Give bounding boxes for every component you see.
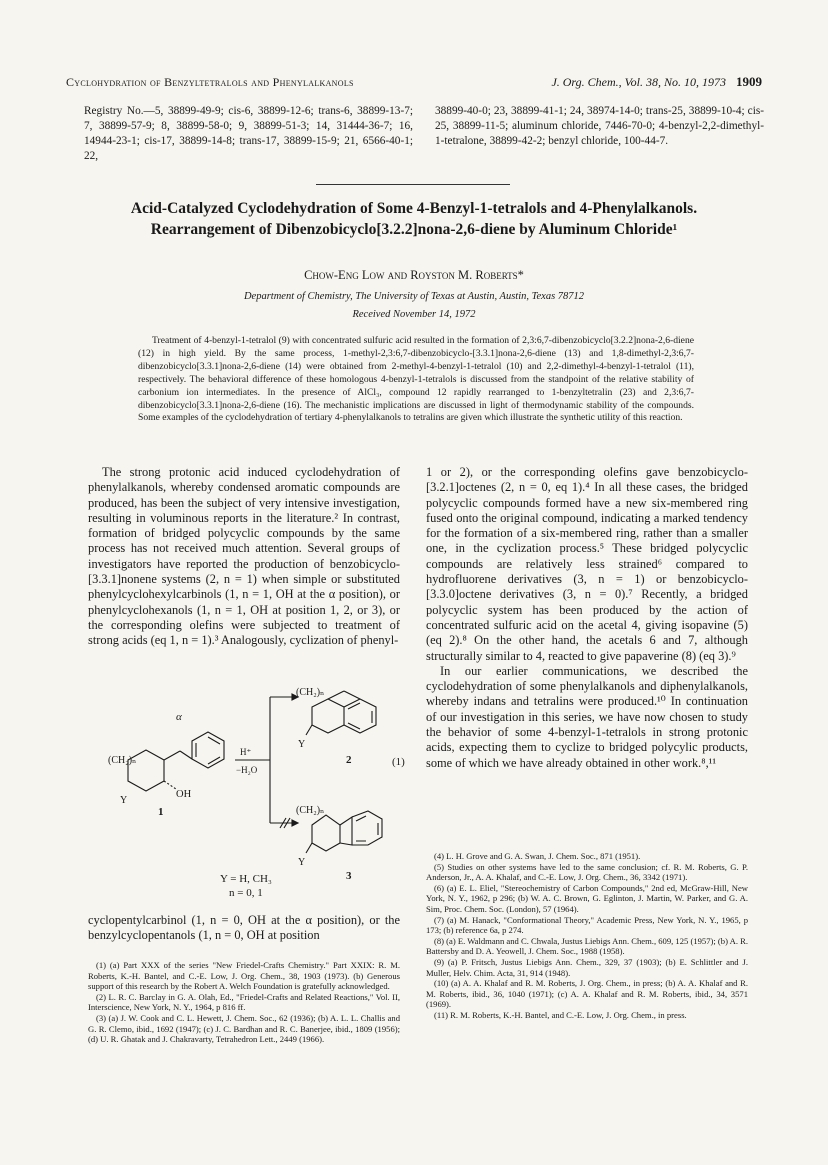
journal-citation: J. Org. Chem., Vol. 38, No. 10, 1973 bbox=[551, 75, 726, 89]
footnote: (8) (a) E. Waldmann and C. Chwala, Justus Liebigs Ann. Chem., 609, 125 (1957); (b) A. R. Battersby and D. A. Yeowell, J. Chem. Soc., 1988 (1958). bbox=[426, 935, 748, 957]
equation-number: (1) bbox=[392, 756, 405, 768]
received-date: Received November 14, 1972 bbox=[352, 309, 476, 320]
author-affiliation: Department of Chemistry, The University of Texas at Austin, Austin, Texas 78712 bbox=[243, 291, 585, 302]
footnote: (2) L. R. C. Barclay in G. A. Olah, Ed., "Friedel-Crafts and Related Reactions," Vol. II, Interscience, New York, N. Y., 1964, p 816 ff. bbox=[88, 991, 400, 1013]
y-label-3: Y bbox=[298, 857, 306, 868]
footnote: (9) (a) P. Fritsch, Justus Liebigs Ann. Chem., 329, 37 (1903); (b) E. Schlittler and J. Muller, Helv. Chim. Acta, 31, 914 (1948). bbox=[426, 956, 748, 978]
section-divider bbox=[316, 184, 510, 185]
footnote: (7) (a) M. Hanack, "Conformational Theory," Academic Press, New York, N. Y., 1965, p 173; (b) reference 6a, p 274. bbox=[426, 914, 748, 936]
page-number: 1909 bbox=[736, 74, 762, 89]
footnotes-left bbox=[88, 960, 400, 1045]
registry-col-1: Registry No.—5, 38899-49-9; cis-6, 38899-12-6; trans-6, 38899-13-7; 7, 38899-57-9; 8, 38899-58-0; 9, 38899-51-3; 14, 31444-36-7; 16, 14944-23-1; cis-17, 38899-14-8; trans-17, 38899-15-9; 21, 6566-40-1; 22, bbox=[84, 105, 413, 162]
compound-3-label: 3 bbox=[346, 870, 352, 882]
intro-column-right bbox=[426, 465, 748, 771]
scheme-drawing bbox=[100, 685, 420, 900]
registry-numbers bbox=[84, 104, 764, 164]
n-values: n = 0, 1 bbox=[229, 887, 263, 899]
compound-2-label: 2 bbox=[346, 754, 352, 766]
oh-label: OH bbox=[176, 789, 192, 800]
y-label-2: Y bbox=[298, 739, 306, 750]
abstract: Treatment of 4-benzyl-1-tetralol (9) with concentrated sulfuric acid resulted in the formation of 2,3:6,7-dibenzobicyclo[3.2.2]nona-2,6-diene (12) in high yield. By the same process, 1-methyl-2,3:6,7-dibenzobicyclo-[3.3.1]nona-2,6-diene (13) and 1,8-dimethyl-2,3:6,7-dibenzobicyclo[3.3.1]nona-2,6-diene (14) were obtained from 2-methyl-4-benzyl-1-tetralol (10) and 2,2-dimethyl-4-benzyl-1-tetralol (11), respectively. The behavioral difference of these homologous 4-benzyl-1-tetralols is discussed from the standpoint of the relative stability of carbonium ion intermediates. In the presence of AlCl₃, compound 12 rapidly rearranged to 1-benzyltetralin (23) and 2,3:6,7-dibenzobicyclo[3.3.1]nona-2,6-diene (16). The mechanistic implications are discussed in light of thermodynamic stability of the compounds. Some examples of the cyclodehydration of tertiary 4-phenylalkanols to tetralins are given which illustrate the synthetic utility of this reaction. bbox=[138, 335, 694, 424]
article-authors: Chow-Eng Low and Royston M. Roberts* bbox=[304, 268, 524, 282]
alpha-label: α bbox=[176, 711, 182, 723]
footnote: (4) L. H. Grove and G. A. Swan, J. Chem. Soc., 871 (1951). bbox=[434, 851, 641, 861]
footnote: (6) (a) E. L. Eliel, "Stereochemistry of Carbon Compounds," 2nd ed, McGraw-Hill, New York, N. Y., 1962, p 296; (b) W. A. C. Brown, G. Eglinton, J. Martin, W. Parker, and G. A. Sim, Proc. Chem. Soc. (London), 57 (1964). bbox=[426, 882, 748, 914]
intro-paragraph-right-2: In our earlier communications, we described the cyclodehydration of some phenylalkanols and diphenylalkanols, whereby indans and tetralins were produced.¹⁰ In continuation of our investigation in this series, we have now chosen to study the behavior of some 4-benzyl-1-tetralols in strong protonic acids, expecting them to cyclize to bridged polycylic products, some of which we have already obtained in other work.⁸,¹¹ bbox=[426, 663, 748, 770]
footnotes-right bbox=[426, 851, 748, 1021]
intro-paragraph-left: The strong protonic acid induced cyclodehydration of phenylalkanols, whereby condensed aromatic compounds are produced, has been the subject of very intensive investigation, resulting in voluminous reports in the literature.² In contrast, formation of bridged polycyclic compounds by the same process has not received much attention. Several groups of investigators have reported the production of benzobicyclo-[3.3.1]nonene systems (2, n = 1) when simple or substituted phenylcyclohexylcarbinols (1, n = 1, OH at the α position), or phenylcyclohexanols (1, n = 1, OH at position 1, 2, or 3), or the corresponding olefins were subjected to treatment of strong acids (eq 1, n = 1).³ Analogously, cyclization of phenyl- bbox=[88, 465, 400, 648]
footnote: (5) Studies on other systems have led to the same conclusion; cf. R. M. Roberts, G. P. Anderson, Jr., A. A. Khalaf, and C.-E. Low, J. Org. Chem., 36, 3342 (1971). bbox=[426, 861, 748, 883]
footnote: (11) R. M. Roberts, K.-H. Bantel, and C.-E. Low, J. Org. Chem., in press. bbox=[434, 1009, 687, 1020]
running-head bbox=[66, 74, 762, 90]
reagent-acid: H⁺ bbox=[240, 747, 252, 757]
intro-paragraph-left-continued: cyclopentylcarbinol (1, n = 0, OH at the α position), or the benzylcyclopentanols (1, n = 0, OH at position bbox=[88, 913, 400, 943]
footnote: (10) (a) A. A. Khalaf and R. M. Roberts, J. Org. Chem., in press; (b) A. A. Khalaf and R. M. Roberts, ibid., 36, 1040 (1971); (c) A. A. Khalaf and R. M. Roberts, ibid., 34, 3571 (1969). bbox=[426, 978, 748, 1010]
y-label-1: Y bbox=[120, 795, 128, 806]
ch2n-label-1: (CH₂)ₙ bbox=[108, 755, 137, 766]
registry-col-2: 38899-40-0; 23, 38899-41-1; 24, 38974-14-0; trans-25, 38899-10-4; cis-25, 38899-11-5; aluminum chloride, 7446-70-0; 4-benzyl-2,2-dimethyl-1-tetralone, 38899-42-2; benzyl chloride, 100-44-7. bbox=[435, 105, 764, 147]
footnote: (3) (a) J. W. Cook and C. L. Hewett, J. Chem. Soc., 62 (1936); (b) A. L. L. Challis and G. R. Clemo, ibid., 1692 (1947); (c) J. C. Bardhan and R. C. Banerjee, ibid., 1809 (1956); (d) U. R. Ghatak and J. Chakravarty, Tetrahedron Lett., 2449 (1966). bbox=[88, 1012, 400, 1045]
running-head-journal bbox=[551, 74, 762, 90]
ch2n-label-3: (CH₂)ₙ bbox=[296, 805, 325, 816]
ch2n-label-2: (CH₂)ₙ bbox=[296, 687, 325, 698]
footnote: (1) (a) Part XXX of the series "New Friedel-Crafts Chemistry." Part XXIX: R. M. Roberts, K.-H. Bantel, and C.-E. Low, J. Org. Chem., 38, 1903 (1973). (b) Generous support of this research by the Robert A. Welch Foundation is gratefully acknowledged. bbox=[88, 960, 400, 992]
article-title: Acid-Catalyzed Cyclodehydration of Some 4-Benzyl-1-tetralols and 4-Phenylalkanols. Rearrangement of Dibenzobicyclo[3.2.2]nona-2,6-diene by Aluminum Chloride¹ bbox=[130, 200, 698, 238]
y-values: Y = H, CH₃ bbox=[220, 873, 272, 885]
substituent-legend bbox=[220, 872, 272, 900]
compound-1-label: 1 bbox=[158, 806, 164, 818]
reagent-water-loss: −H₂O bbox=[236, 765, 258, 775]
intro-paragraph-right-1: 1 or 2), or the corresponding olefins gave benzobicyclo-[3.2.1]octenes (2, n = 0, eq 1).⁴ In all these cases, the bridged polycyclic compounds formed have a new six-membered ring fused onto the original compound, indicating a marked tendency for the formation of a six-membered ring, rather than a smaller one, in the cyclization process.⁵ These bridged polycyclic compounds are relatively less strained⁶ compared to hydrofluorene derivatives (3, n = 1) or benzobicyclo-[3.3.0]octene derivatives (3, n = 0).⁷ Recently, a bridged polycyclic system has been produced by the action of concentrated sulfuric acid on the acetal 4, giving isopavine (5) (eq 2).⁸ On the other hand, the acetals 6 and 7, although structurally similar to 4, reacted to give papaverine (8) (eq 3).⁹ bbox=[426, 465, 748, 663]
reaction-scheme bbox=[100, 685, 420, 900]
running-head-title: Cyclohydration of Benzyltetralols and Phenylalkanols bbox=[66, 75, 354, 89]
